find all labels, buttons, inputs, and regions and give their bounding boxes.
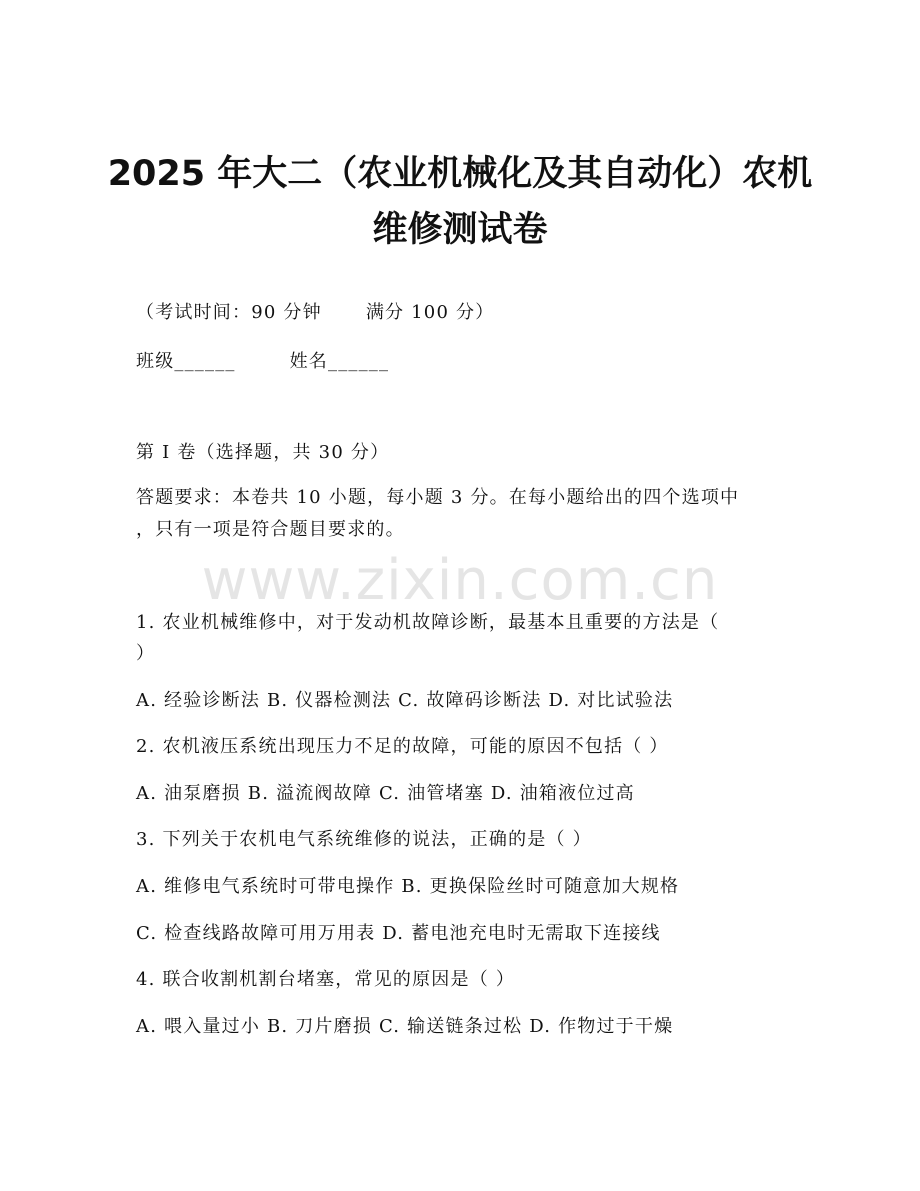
question-1-stem: 1. 农业机械维修中，对于发动机故障诊断，最基本且重要的方法是（ (136, 612, 720, 633)
section-instructions-line-1: 答题要求：本卷共 10 小题，每小题 3 分。在每小题给出的四个选项中 (136, 487, 740, 508)
exam-time: （考试时间：90 分钟 (136, 302, 322, 323)
section-instructions-line-2: ，只有一项是符合题目要求的。 (136, 519, 405, 540)
name-field: 姓名______ (289, 351, 390, 372)
question-2-options: A. 油泵磨损 B. 溢流阀故障 C. 油管堵塞 D. 油箱液位过高 (136, 783, 635, 804)
student-info (136, 346, 796, 378)
question-3-options-line-2: C. 检查线路故障可用万用表 D. 蓄电池充电时无需取下连接线 (136, 923, 661, 944)
exam-info (136, 297, 796, 329)
question-2-stem: 2. 农机液压系统出现压力不足的故障，可能的原因不包括（ ） (136, 736, 669, 757)
question-3-stem: 3. 下列关于农机电气系统维修的说法，正确的是（ ） (136, 829, 592, 850)
question-1-stem-continued: ） (136, 643, 156, 664)
class-field: 班级______ (136, 351, 236, 372)
question-1-options: A. 经验诊断法 B. 仪器检测法 C. 故障码诊断法 D. 对比试验法 (136, 690, 674, 711)
section-heading: 第 I 卷（选择题，共 30 分） (136, 442, 390, 463)
watermark: www.zixin.com.cn (201, 548, 719, 613)
question-4-stem: 4. 联合收割机割台堵塞，常见的原因是（ ） (136, 969, 516, 990)
question-4-options: A. 喂入量过小 B. 刀片磨损 C. 输送链条过松 D. 作物过于干燥 (136, 1016, 674, 1037)
exam-full-score: 满分 100 分） (365, 302, 495, 323)
exam-title-line-1: 2025 年大二（农业机械化及其自动化）农机 (107, 154, 813, 194)
exam-title (60, 146, 860, 258)
question-3-options-line-1: A. 维修电气系统时可带电操作 B. 更换保险丝时可随意加大规格 (136, 876, 680, 897)
exam-title-line-2: 维修测试卷 (372, 210, 548, 250)
